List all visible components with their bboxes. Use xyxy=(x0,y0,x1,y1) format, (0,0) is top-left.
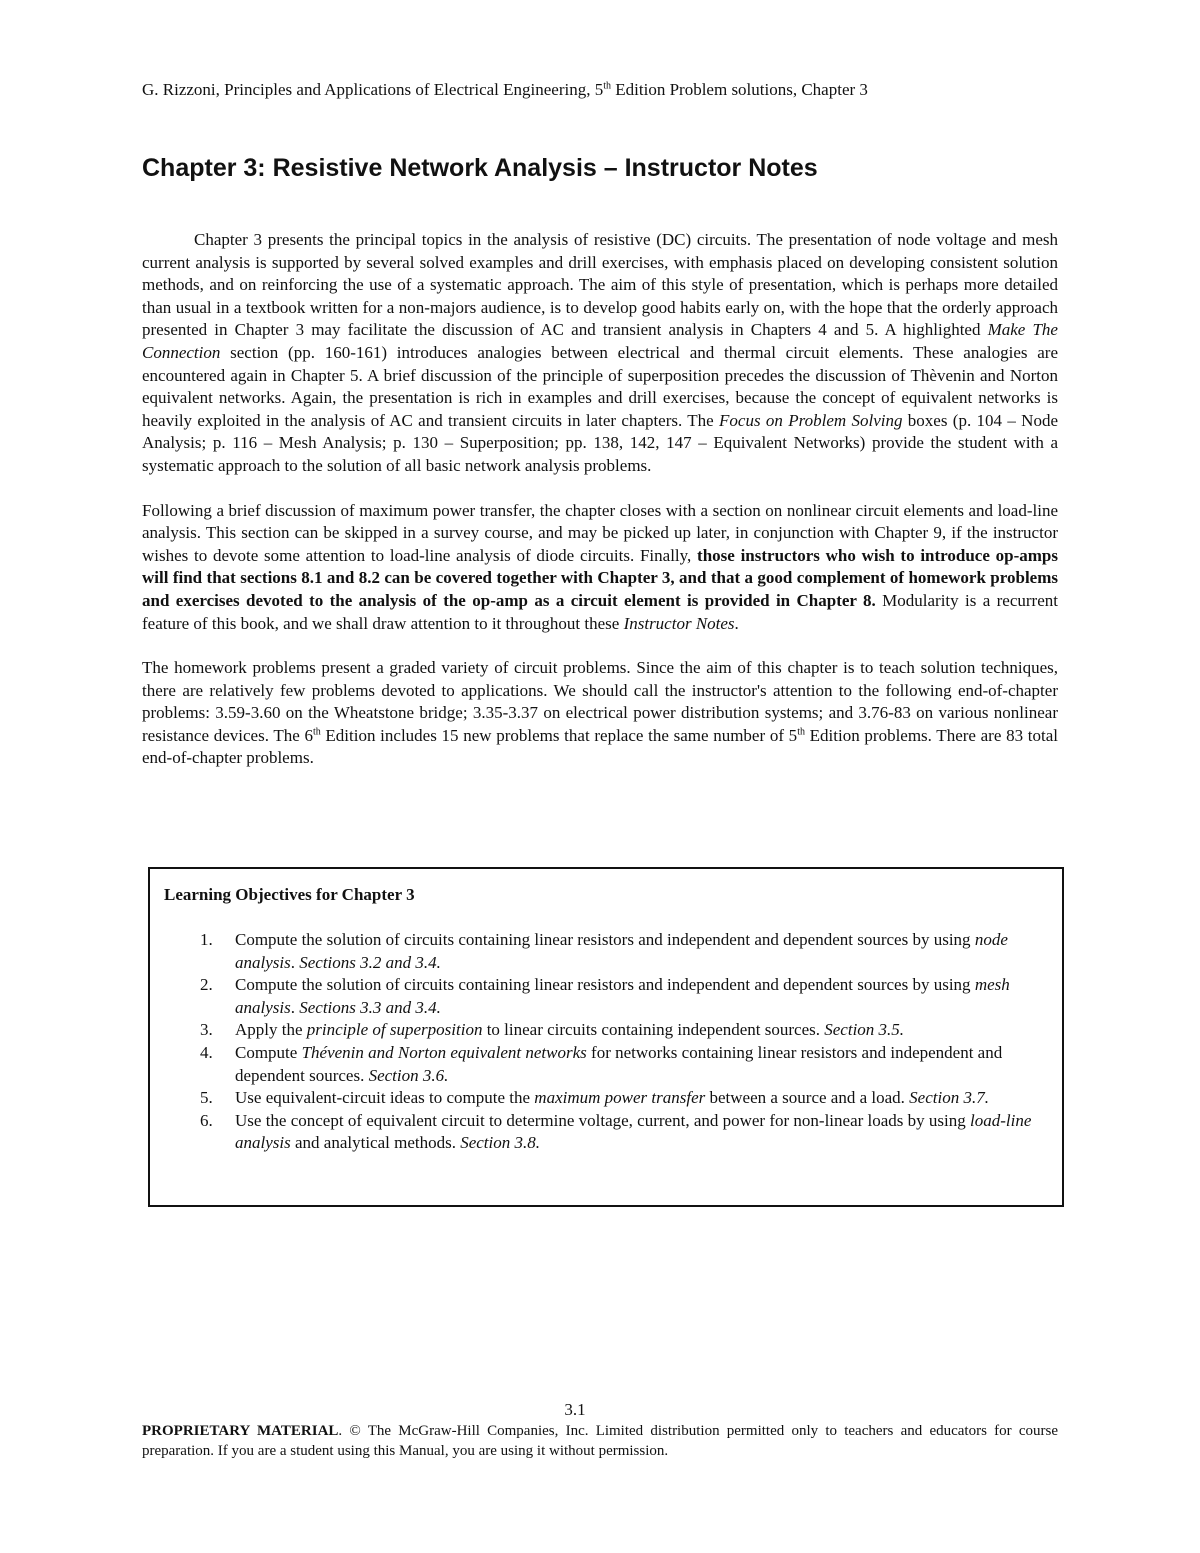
paragraph-intro: Chapter 3 presents the principal topics in the analysis of resistive (DC) circuits. The presentation of node voltage and mesh current analysis is supported by several solved examples and drill exercises, with emphasis placed on developing consistent solution methods, and on reinforcing the use of a systematic approach. The aim of this style of presentation, which is perhaps more detailed than usual in a textbook written for a non-majors audience, is to develop good habits early on, with the hope that the orderly approach presented in Chapter 3 may facilitate the discussion of AC and transient analysis in Chapters 4 and 5. A highlighted Make The Connection section (pp. 160-161) introduces analogies between electrical and thermal circuit elements. These analogies are encountered again in Chapter 5. A brief discussion of the principle of superposition precedes the discussion of Thèvenin and Norton equivalent networks. Again, the presentation is rich in examples and drill exercises, because the concept of equivalent networks is heavily exploited in the analysis of AC and transient circuits in later chapters. The Focus on Problem Solving boxes (p. 104 – Node Analysis; p. 116 – Mesh Analysis; p. 130 – Superposition; pp. 138, 142, 147 – Equivalent Networks) provide the student with a systematic approach to the solution of all basic network analysis problems. xyxy=(142,230,1058,475)
footer-text: . © The McGraw-Hill Companies, Inc. Limited distribution permitted only to teachers and educators for course preparation. If you are a student using this Manual, you are using it without permission. xyxy=(142,1423,1058,1459)
italic-phrase: Focus on Problem Solving xyxy=(719,410,903,430)
body-text xyxy=(142,229,1058,792)
italic-phrase: Instructor Notes xyxy=(623,613,735,633)
objectives-list xyxy=(200,929,1050,1155)
learning-objectives-box xyxy=(148,867,1064,1207)
bold-phrase: those instructors who wish to introduce op-amps will find that sections 8.1 and 8.2 can be covered together with Chapter 3, and that a good complement of homework problems and exercises devoted to the analysis of the op-amp as a circuit element is provided in Chapter 8. xyxy=(142,545,1058,610)
paragraph-nonlinear: Following a brief discussion of maximum power transfer, the chapter closes with a section on nonlinear circuit elements and load-line analysis. This section can be skipped in a survey course, and may be picked up later, in conjunction with Chapter 9, if the instructor wishes to devote some attention to load-line analysis of diode circuits. Finally, those instructors who wish to introduce op-amps will find that sections 8.1 and 8.2 can be covered together with Chapter 3, and that a good complement of homework problems and exercises devoted to the analysis of the op-amp as a circuit element is provided in Chapter 8. Modularity is a recurrent feature of this book, and we shall draw attention to it throughout these Instructor Notes. xyxy=(142,500,1058,633)
page-number: 3.1 xyxy=(564,1400,586,1419)
footer-notice xyxy=(142,1421,1058,1461)
objective-item: 2. Compute the solution of circuits containing linear resistors and independent and dependent sources by using mesh analysis. Sections 3.3 and 3.4. xyxy=(200,975,1010,1017)
header-text: G. Rizzoni, Principles and Applications of Electrical Engineering, 5 xyxy=(142,80,604,99)
chapter-title: Chapter 3: Resistive Network Analysis – Instructor Notes xyxy=(142,154,818,182)
footer-bold-label: PROPRIETARY MATERIAL xyxy=(142,1423,339,1439)
objectives-title: Learning Objectives for Chapter 3 xyxy=(164,885,415,904)
italic-phrase: Make The Connection xyxy=(142,320,1058,362)
header-superscript: th xyxy=(603,80,612,92)
running-header xyxy=(142,80,1062,100)
objective-item: 6. Use the concept of equivalent circuit to determine voltage, current, and power for non-linear loads by using load-line analysis and analytical methods. Section 3.8. xyxy=(200,1110,1032,1153)
paragraph-homework: The homework problems present a graded variety of circuit problems. Since the aim of this chapter is to teach solution techniques, there are relatively few problems devoted to applications. We should call the instructor's attention to the following end-of-chapter problems: 3.59-3.60 on the Wheatstone bridge; 3.35-3.37 on electrical power distribution systems; and 3.76-83 on various nonlinear resistance devices. The 6th Edition includes 15 new problems that replace the same number of 5th Edition problems. There are 83 total end-of-chapter problems. xyxy=(142,658,1058,768)
objective-item: 5. Use equivalent-circuit ideas to compute the maximum power transfer between a source and a load. Section 3.7. xyxy=(200,1088,989,1108)
objective-item: 1. Compute the solution of circuits containing linear resistors and independent and dependent sources by using node analysis. Sections 3.2 and 3.4. xyxy=(200,930,1008,972)
header-text-end: Edition Problem solutions, Chapter 3 xyxy=(611,80,868,99)
objective-item: 4. Compute Thévenin and Norton equivalent networks for networks containing linear resistors and independent and dependent sources. Section 3.6. xyxy=(200,1042,1003,1085)
objective-item: 3. Apply the principle of superposition to linear circuits containing independent sources. Section 3.5. xyxy=(200,1020,905,1040)
